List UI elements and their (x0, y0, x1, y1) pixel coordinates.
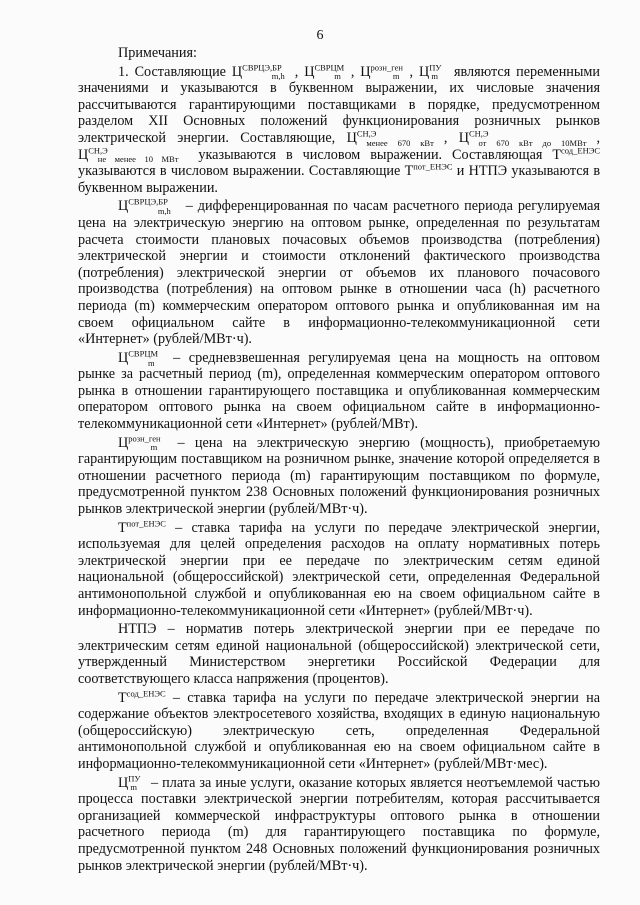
symbol-superscript: ПУ (128, 772, 141, 783)
symbol-superscript: розн_ген (128, 432, 161, 443)
symbol-sne-670-10 (459, 130, 597, 146)
symbol-pu (118, 772, 147, 793)
symbol-letter: Т (552, 146, 562, 163)
symbol-sod-enes (552, 144, 600, 163)
symbol-letter: Ц (78, 146, 89, 163)
symbol-superscript: СН,Э (88, 144, 108, 155)
symbol-letter: Ц (118, 198, 129, 215)
symbol-letter: Ц (458, 129, 469, 146)
page-number: 6 (316, 28, 324, 43)
symbol-subscript: m (431, 71, 439, 82)
note-paragraph-8 (78, 772, 600, 875)
symbol-svrtse-br (231, 61, 295, 82)
symbol-superscript: пот_ЕНЭС (413, 161, 453, 172)
symbol-superscript: СН,Э (356, 128, 377, 139)
definition-text: – ставка тарифа на услуги по передаче электрической энергии, используемая для целей определения расходов на оплату нормативных потерь электрической энергии при ее передаче по электрическим сетям единой национальной (общероссийской) электрической сети, определенная Федеральной антимонопольной службой и опубликованная ею на своем официальном сайте в информационно-телекоммуникационной сети «Интернет» (рублей/МВт·ч). (78, 519, 600, 619)
text-segment: указываются в числовом выражении. Составляющие (78, 163, 401, 180)
symbol-svrtsm (118, 347, 165, 368)
symbol-superscript: пот_ЕНЭС (126, 517, 166, 528)
symbol-subscript: m,h (271, 71, 285, 82)
text-segment: 1. Составляющие (118, 63, 226, 80)
note-paragraph-6: НТПЭ – норматив потерь электрической энергии при ее передаче по электрическим сетям единой национальной (общероссийской) электрической сети, утвержденный Министерством энергетики Российской Федерации для соответствующего класса напряжения (процентов). (78, 621, 600, 687)
symbol-letter: Ц (419, 63, 430, 80)
symbol-pu (419, 61, 448, 82)
symbol-letter: Ц (360, 63, 371, 80)
symbol-subscript: m (392, 71, 400, 82)
text-segment: указываются в числовом выражении. Составляющая (198, 146, 543, 163)
symbol-superscript: СВРЦМ (128, 347, 159, 358)
note-paragraph-5 (78, 517, 600, 620)
symbol-letter: Т (118, 519, 127, 536)
symbol-superscript: СВРЦМ (314, 61, 345, 72)
symbol-superscript: СВРЦЭ,БР (242, 61, 282, 72)
symbol-superscript: СВРЦЭ,БР (128, 196, 168, 207)
notes-heading: Примечания: (118, 45, 197, 61)
symbol-sod-enes (118, 687, 166, 706)
symbol-letter: Т (118, 689, 127, 706)
note-paragraph-7 (78, 687, 600, 773)
symbol-superscript: сод_ЕНЭС (126, 687, 166, 698)
symbol-svrtse-br (118, 196, 181, 217)
symbol-rozn-gen (360, 61, 409, 82)
symbol-letter: Ц (346, 129, 357, 146)
definition-text: – цена на электрическую энергию (мощность), приобретаемую гарантирующим поставщиком на розничном рынке, значение которой определяется в отношении расчетного периода (m) гарантирующим поставщиком по формуле, предусмотренной пунктом 238 Основных положений функционирования розничных рынков электрической энергии (рублей/МВт·ч). (78, 434, 600, 518)
symbol-letter: Т (404, 163, 414, 180)
definition-text: – ставка тарифа на услуги по передаче электрической энергии на содержание объектов электросетевого хозяйства, входящих в единую национальную (общероссийскую) электрическую сеть, определенная Федеральной антимонопольной службой и опубликованная ею на своем официальном сайте в информационно-телекоммуникационной сети «Интернет» (рублей/МВт·мес). (78, 689, 600, 772)
symbol-letter: Ц (118, 774, 129, 791)
symbol-subscript: m (334, 71, 341, 82)
symbol-subscript: m,h (157, 206, 171, 217)
symbol-letter: Ц (304, 63, 315, 80)
symbol-subscript: от 670 кВт до 10МВт (478, 137, 587, 148)
note-paragraph-3 (78, 347, 600, 433)
symbol-sne-ge10 (78, 144, 188, 165)
definition-text: – дифференцированная по часам расчетного периода регулируемая цена на электрическую энергию на оптовом рынке, определенная по результатам расчета стоимости плановых почасовых объемов производства (потребления) электрической энергии и стоимости отклонений фактического производства (потребления) электрической энергии от объемов их планового почасового производства (потребления) на оптовом рынке в отношении часа (h) расчетного периода (m) коммерческим оператором оптового рынка и опубликованная им на своем официальном сайте в информационно-телекоммуникационной сети «Интернет» (рублей/МВт·ч). (78, 198, 600, 348)
text-segment: и НТПЭ указываются в буквенном выражении. (78, 163, 601, 196)
symbol-subscript: m (148, 357, 155, 368)
symbol-subscript: не менее 10 МВт (97, 154, 179, 165)
symbol-rozn-gen (118, 432, 167, 453)
symbol-letter: Ц (118, 434, 129, 451)
symbol-superscript: розн_ген (370, 61, 403, 72)
symbol-pot-enes (405, 163, 453, 179)
symbol-superscript: сод_ЕНЭС (561, 144, 600, 155)
definition-text: – плата за иные услуги, оказание которых является неотъемлемой частью процесса поставки электрической энергии потребителям, которая рассчитывается организацией коммерческой инфраструктуры оптового рынка в отношении расчетного периода (m) для гарантирующего поставщика по формуле, предусмотренной пунктом 248 Основных положений функционирования розничных рынков электрической энергии (рублей/МВт·ч). (78, 774, 600, 874)
symbol-subscript: менее 670 кВт (366, 137, 434, 148)
symbol-letter: Ц (118, 349, 129, 366)
symbol-subscript: m (130, 782, 138, 793)
symbol-superscript: ПУ (429, 61, 442, 72)
symbol-subscript: m (150, 442, 158, 453)
definition-text: – средневзвешенная регулируемая цена на мощность на оптовом рынке за расчетный период (m), определенная коммерческим оператором оптового рынка в отношении гарантирующего поставщика и опубликованная коммерческим оператором оптового рынка на своем официальном сайте в информационно-телекоммуникационной сети «Интернет» (рублей/МВт). (78, 349, 600, 433)
note-paragraph-4 (78, 432, 600, 518)
text-segment: являются переменными значениями и указываются в буквенном выражении, их числовые значения рассчитываются гарантирующими поставщиками в порядке, предусмотренном разделом XII Основных положений функционирования розничных рынков электрической энергии. Составляющие, (78, 63, 600, 146)
symbol-pot-enes (118, 517, 166, 536)
note-paragraph-2 (78, 198, 600, 347)
symbol-svrtsm (304, 61, 351, 82)
symbol-letter: Ц (231, 63, 243, 80)
note-paragraph-1: 1. Составляющие $Ц^{СВРЦЭ,БР}_{m,h}$ , $Ц^{СВРЦМ}_m$ , $Ц^{розн\_ген}_m$ , $Ц^{ПУ}_m$ являются переменными значениями и указываются в буквенном выражении, их числовые значения рассчитываются гарантирующими поставщиками в порядке, предусмотренном разделом XII Основных положений функционирования розничных рынков электрической энергии. Составляющие, $Ц^{СН,Э}_{менее 670 кВт}$ , $Ц^{СН,Э}_{от 670 кВт до 10МВт}$ , $Ц^{СН,Э}_{не менее 10 МВт}$ указываются в числовом выражении. Составляющая $Т^{сод\_ЕНЭС}$ указываются в числовом выражении. Составляющие $Т^{пот\_ЕНЭС}$ и НТПЭ указываются в буквенном выражении. (78, 61, 601, 196)
symbol-superscript: СН,Э (468, 128, 489, 139)
notes-body (78, 45, 600, 876)
symbol-sne-lt670 (347, 130, 444, 146)
